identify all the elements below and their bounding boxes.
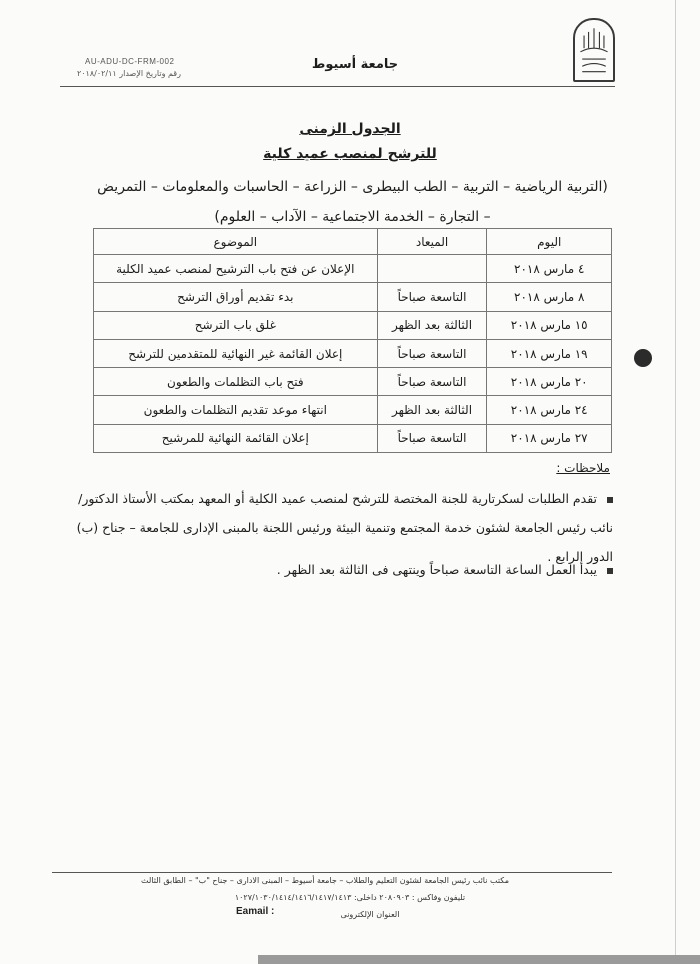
header-divider: [60, 86, 615, 87]
faculties-list: (التربية الرياضية – التربية – الطب البيطرى – الزراعة – الحاسبات والمعلومات – التمريض – التجارة – الخدمة الاجتماعية – الآداب – العلوم): [97, 179, 608, 225]
cell-time: التاسعة صباحاً: [377, 339, 487, 367]
university-logo-graphic: [575, 20, 613, 80]
university-name: جامعة أسيوط: [311, 57, 399, 72]
cell-day: ٢٧ مارس ٢٠١٨: [487, 424, 612, 452]
schedule-table: [93, 228, 612, 453]
table-row: [94, 283, 612, 311]
table-header-row: [94, 229, 612, 255]
cell-day: ١٥ مارس ٢٠١٨: [487, 311, 612, 339]
issue-number-date: رقم وتاريخ الإصدار ٢٠١٨/٠٢/١١: [76, 69, 181, 78]
scan-edge-line: [675, 0, 676, 964]
cell-topic: غلق باب الترشح: [94, 311, 378, 339]
bullet-icon: [607, 497, 613, 503]
cell-topic: الإعلان عن فتح باب الترشيح لمنصب عميد الكلية: [94, 255, 378, 283]
table-row: [94, 368, 612, 396]
document-title: الجدول الزمنى: [299, 121, 401, 137]
table-row: [94, 339, 612, 367]
cell-day: ٨ مارس ٢٠١٨: [487, 283, 612, 311]
table-row: [94, 255, 612, 283]
footer-email-label-ar: العنوان الإلكترونى: [340, 910, 400, 919]
note-text: تقدم الطلبات لسكرتارية للجنة المختصة للترشح لمنصب عميد الكلية أو المعهد بمكتب الأستاذ الدكتور/نائب رئيس الجامعة لشئون خدمة المجتمع وتنمية البيئة ورئيس اللجنة بالمبنى الإدارى للجامعة – جناح (ب) الدور الرابع .: [76, 491, 613, 564]
punch-hole-mark: [634, 349, 652, 367]
cell-time: الثالثة بعد الظهر: [377, 311, 487, 339]
table-row: [94, 311, 612, 339]
note-text: يبدأ العمل الساعة التاسعة صباحاً وينتهى فى الثالثة بعد الظهر .: [276, 562, 597, 577]
header-day: اليوم: [487, 229, 612, 255]
cell-topic: بدء تقديم أوراق الترشح: [94, 283, 378, 311]
header-time: الميعاد: [377, 229, 487, 255]
cell-topic: فتح باب التظلمات والطعون: [94, 368, 378, 396]
footer-address: مكتب نائب رئيس الجامعة لشئون التعليم والطلاب – جامعة أسيوط – المبنى الادارى – جناح "ب" – الطابق الثالث: [141, 876, 509, 885]
note-item: [65, 484, 613, 571]
form-code: AU-ADU-DC-FRM-002: [85, 57, 175, 66]
cell-topic: إعلان القائمة غير النهائية للمتقدمين للترشح: [94, 339, 378, 367]
cell-day: ٢٠ مارس ٢٠١٨: [487, 368, 612, 396]
notes-title: ملاحظات :: [556, 461, 610, 475]
university-logo: [573, 18, 615, 82]
cell-day: ٢٤ مارس ٢٠١٨: [487, 396, 612, 424]
cell-day: ١٩ مارس ٢٠١٨: [487, 339, 612, 367]
footer-phone: تليفون وفاكس : ٢٠٨٠٩٠٣ داخلى: ١٠٢٧/١٠٣٠/١٤١٤/١٤١٦/١٤١٧/١٤١٣: [234, 893, 466, 902]
cell-time: التاسعة صباحاً: [377, 283, 487, 311]
cell-time: التاسعة صباحاً: [377, 368, 487, 396]
document-subtitle: للترشح لمنصب عميد كلية: [263, 146, 437, 162]
footer-email-label: Eamail :: [236, 906, 275, 917]
bullet-icon: [607, 568, 613, 574]
note-item: [230, 562, 613, 577]
cell-time: الثالثة بعد الظهر: [377, 396, 487, 424]
cell-topic: إعلان القائمة النهائية للمرشيح: [94, 424, 378, 452]
cell-time: [377, 255, 487, 283]
cell-topic: انتهاء موعد تقديم التظلمات والطعون: [94, 396, 378, 424]
header-topic: الموضوع: [94, 229, 378, 255]
table-row: [94, 424, 612, 452]
table-row: [94, 396, 612, 424]
scan-bottom-edge: [258, 955, 700, 964]
cell-day: ٤ مارس ٢٠١٨: [487, 255, 612, 283]
footer-divider: [52, 872, 612, 873]
cell-time: التاسعة صباحاً: [377, 424, 487, 452]
